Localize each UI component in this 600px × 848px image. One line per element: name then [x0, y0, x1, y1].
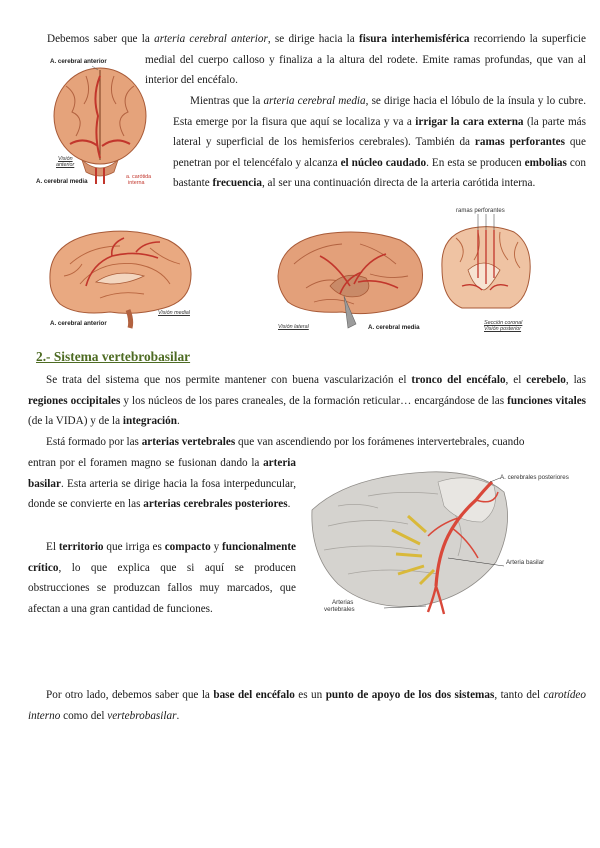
bold-term: base del encéfalo: [213, 689, 295, 701]
text-run: , se dirige hacia la: [267, 33, 359, 45]
text-run: que penetran por el telencéfalo y alcanza: [173, 136, 586, 169]
text-run: entran por el foramen magno se fusionan dando la: [28, 457, 264, 469]
bold-term: funcionalmente crítico: [28, 541, 297, 574]
fig1-label-carotid-1: a. carótida: [126, 174, 152, 180]
text-run: y: [210, 541, 223, 553]
paragraph-basilar-artery: [28, 453, 296, 515]
bold-term: funciones vitales: [507, 394, 587, 407]
fig4-view-1: Sección coronal: [484, 320, 523, 326]
bold-term: arterias vertebrales: [141, 436, 236, 448]
paragraph-vertebrobasilar-intro: [28, 370, 586, 432]
bold-term: regiones occipitales: [28, 394, 121, 407]
bold-term: arteria basilar: [28, 457, 296, 490]
fig2-label: A. cerebral anterior: [50, 320, 107, 327]
italic-term: vertebrobasilar: [107, 709, 177, 722]
text-run: que van ascendiendo por los forámenes intervertebrales, cuando: [235, 436, 525, 448]
fig5-label-basilar: Arteria basilar: [506, 559, 545, 566]
text-run: Debemos saber que la: [47, 33, 155, 45]
fig3-view: Visión lateral: [278, 324, 309, 330]
fig4-view-2: Visión posterior: [484, 326, 522, 332]
italic-term: arteria cerebral media: [263, 95, 366, 107]
text-run: .: [176, 415, 180, 428]
text-run: , al ser una continuación directa de la arteria carótida interna.: [261, 177, 536, 190]
text-run: es un: [294, 689, 326, 701]
paragraph-vertebral-arteries: [46, 432, 586, 453]
text-run: , tanto del: [494, 689, 544, 701]
figure-coronal-section: [438, 208, 532, 336]
italic-term: carotídeo interno: [28, 689, 586, 722]
bold-term: fisura interhemisférica: [359, 33, 470, 45]
fig2-view: Visión medial: [158, 310, 190, 316]
figure-anterior-view: [36, 56, 160, 194]
paragraph-territory: [28, 537, 296, 619]
bold-term: arterias cerebrales posteriores: [143, 498, 288, 511]
bold-term: integración: [122, 415, 177, 428]
fig1-label-side-1: Visión: [58, 156, 73, 162]
fig1-label-bottom: A. cerebral media: [36, 178, 88, 185]
figure-lateral-view: [270, 224, 440, 336]
text-run: Por otro lado, debemos saber que la: [46, 689, 214, 701]
text-run: .: [287, 498, 291, 511]
bold-term: ramas perforantes: [474, 136, 565, 149]
fig4-label: ramas perforantes: [456, 208, 505, 214]
bold-term: el núcleo caudado: [340, 156, 427, 169]
fig5-label-vert-2: vertebrales: [324, 606, 355, 613]
fig5-label-vert-1: Arterias: [332, 599, 354, 606]
text-run: .: [176, 709, 180, 722]
text-run: (de la VIDA) y de la: [28, 415, 123, 428]
text-run: y los núcleos de los pares craneales, de la formación reticular… encargándose de las: [120, 394, 508, 407]
paragraph-anterior-artery: [47, 29, 587, 91]
text-run: Se trata del sistema que nos permite mantener con buena vascularización el: [46, 374, 412, 386]
bold-term: tronco del encéfalo: [411, 374, 506, 386]
bold-term: punto de apoyo de los dos sistemas: [325, 689, 495, 701]
bold-term: compacto: [164, 541, 211, 553]
section-title: 2.- Sistema vertebrobasilar: [36, 349, 191, 364]
bold-term: territorio: [58, 541, 104, 553]
text-run: Está formado por las: [46, 436, 142, 448]
fig1-label-top: A. cerebral anterior: [50, 58, 107, 65]
italic-term: arteria cerebral anterior: [154, 33, 268, 45]
fig3-label: A. cerebral media: [368, 324, 420, 331]
fig1-label-carotid-2: interna: [128, 180, 145, 186]
text-run: recorriendo la superficie medial del cuerpo calloso y finaliza a la altura del rodete. Emite ramas profundas, que van al interior del encéfalo.: [145, 33, 587, 87]
paragraph-middle-artery: [173, 91, 586, 194]
bold-term: cerebelo: [526, 374, 566, 386]
text-run: El: [46, 541, 59, 553]
text-run: , el: [505, 374, 527, 386]
text-run: , se dirige hacia el lóbulo de la ínsula y lo cubre. Esta emerge por la fisura que aquí se localiza y va a: [173, 95, 586, 128]
text-run: , las: [565, 374, 586, 386]
text-run: (la parte más lateral y superficial de los hemisferios cerebrales). También da: [173, 115, 586, 149]
bold-term: irrigar la cara externa: [415, 115, 524, 128]
text-run: . Esta arteria se dirige hacia la fosa interpeduncular, donde se convierte en las: [28, 477, 296, 511]
text-run: Mientras que la: [190, 95, 264, 107]
fig5-label-posterior: A. cerebrales posteriores: [500, 474, 569, 481]
text-run: . En esta se producen: [426, 156, 525, 169]
bold-term: frecuencia: [212, 177, 262, 190]
text-run: con bastante: [173, 156, 587, 190]
fig1-label-side-2: anterior: [56, 162, 75, 168]
text-run: que irriga es: [103, 541, 165, 553]
figure-vertebrobasilar: [308, 466, 588, 626]
text-run: , lo que explica que si aquí se producen obstrucciones se produzcan fallos muy marcados, que afectan a una gran cantidad de funciones.: [28, 561, 296, 615]
paragraph-encephalon-base: [28, 685, 586, 726]
figure-medial-view: [40, 224, 200, 334]
text-run: como del: [60, 709, 108, 722]
bold-term: embolias: [524, 156, 567, 169]
